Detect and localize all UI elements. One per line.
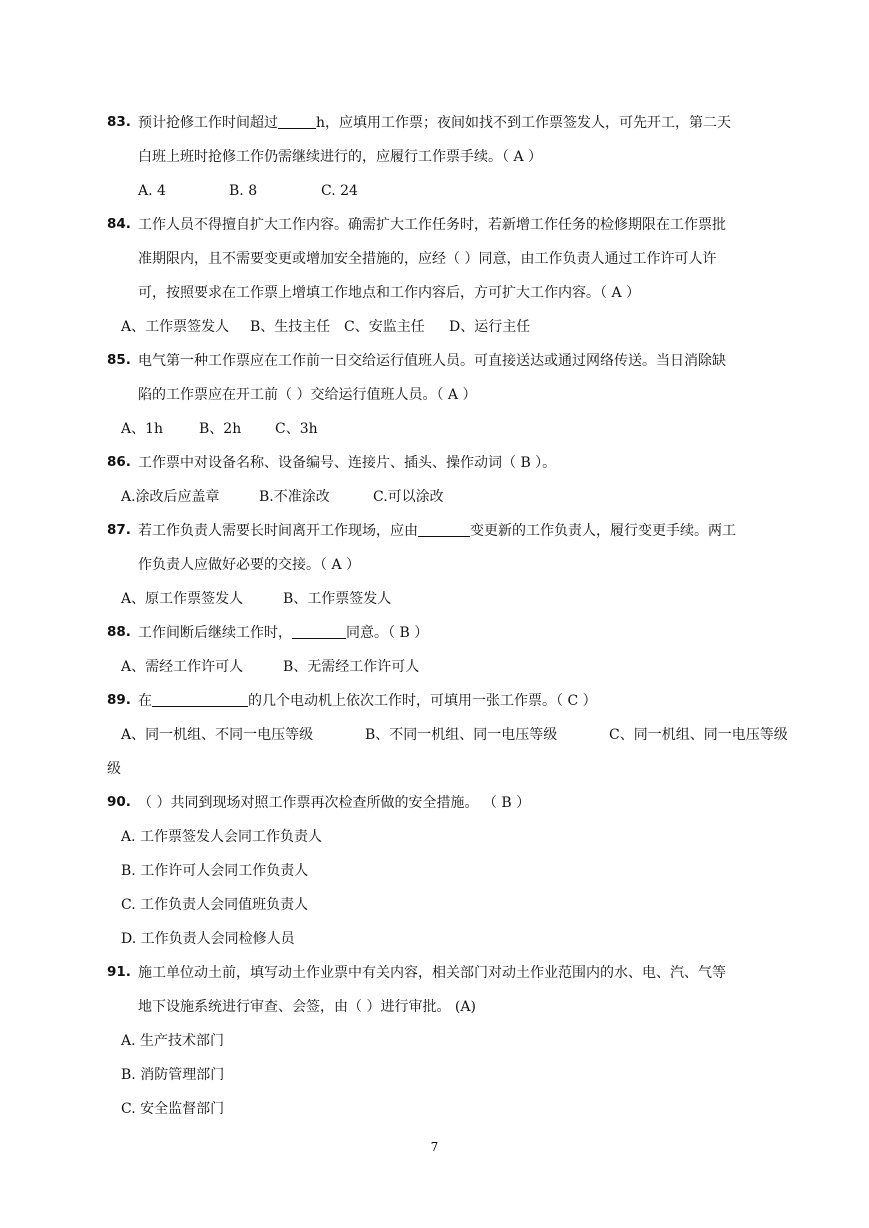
option-c: C、同一机组、同一电压等级 xyxy=(609,727,788,743)
answer-blank xyxy=(278,114,316,129)
question-text: 工作票中对设备名称、设备编号、连接片、插头、操作动词（ B ）。 xyxy=(138,455,557,471)
option-c: C. 24 xyxy=(321,183,358,199)
answer-blank xyxy=(292,624,346,639)
question-number: 85. xyxy=(107,352,131,368)
question-number: 88. xyxy=(107,624,131,640)
option-c: C、3h xyxy=(275,421,318,437)
option-a: A、1h xyxy=(121,421,164,437)
question-number: 84. xyxy=(107,216,131,232)
page-number: 7 xyxy=(430,1140,439,1154)
option-c: C. 安全监督部门 xyxy=(121,1101,225,1117)
question-text: 陷的工作票应在开工前（ ）交给运行值班人员。（ A ） xyxy=(138,387,477,403)
option-b: B.不准涂改 xyxy=(259,489,330,505)
option-a: A、原工作票签发人 xyxy=(121,591,244,607)
option-a: A、需经工作许可人 xyxy=(121,659,244,675)
question-text: 工作间断后继续工作时， 同意。（ B ） xyxy=(138,625,429,641)
question-text: 在 的几个电动机上依次工作时，可填用一张工作票。（ C ） xyxy=(138,693,597,709)
option-b: B、不同一机组、同一电压等级 xyxy=(365,727,558,743)
option-d: D. 工作负责人会同检修人员 xyxy=(121,931,295,947)
option-c: C、安监主任 xyxy=(344,319,425,335)
option-b: B、无需经工作许可人 xyxy=(283,659,420,675)
option-a: A.涂改后应盖章 xyxy=(121,489,220,505)
question-number: 91. xyxy=(107,964,131,980)
option-b: B、工作票签发人 xyxy=(283,591,392,607)
option-c: C.可以涂改 xyxy=(373,489,444,505)
question-text: （ ）共同到现场对照工作票再次检查所做的安全措施。 （ B ） xyxy=(138,795,531,811)
option-b: B、生技主任 xyxy=(250,319,331,335)
option-a: A. 4 xyxy=(138,183,166,199)
question-text: 白班上班时抢修工作仍需继续进行的，应履行工作票手续。（ A ） xyxy=(138,149,543,165)
option-a: A、工作票签发人 xyxy=(121,319,230,335)
question-number: 89. xyxy=(107,692,131,708)
question-text: 若工作负责人需要长时间离开工作现场，应由 变更新的工作负责人，履行变更手续。两工 xyxy=(138,523,736,539)
option-d: D、运行主任 xyxy=(449,319,531,335)
option-a: A. 生产技术部门 xyxy=(121,1033,225,1049)
option-b: B. 消防管理部门 xyxy=(121,1067,225,1083)
option-b: B. 工作许可人会同工作负责人 xyxy=(121,863,309,879)
question-text: 准期限内，且不需要变更或增加安全措施的，应经（ ）同意，由工作负责人通过工作许可人许 xyxy=(138,251,717,267)
question-text: 预计抢修工作时间超过 h，应填用工作票；夜间如找不到工作票签发人，可先开工，第二天 xyxy=(138,115,732,131)
question-number: 83. xyxy=(107,114,131,130)
question-text: 施工单位动土前，填写动土作业票中有关内容，相关部门对动土作业范围内的水、电、汽、气等 xyxy=(138,965,726,981)
question-number: 86. xyxy=(107,454,131,470)
option-a: A、同一机组、不同一电压等级 xyxy=(121,727,314,743)
question-text: 地下设施系统进行审查、会签，由（ ）进行审批。 (A) xyxy=(138,999,476,1015)
answer-blank xyxy=(152,692,248,707)
option-b: B. 8 xyxy=(229,183,258,199)
option-wrap: 级 xyxy=(107,761,121,777)
option-c: C. 工作负责人会同值班负责人 xyxy=(121,897,309,913)
question-text: 作负责人应做好必要的交接。（ A ） xyxy=(138,557,361,573)
question-text: 电气第一种工作票应在工作前一日交给运行值班人员。可直接送达或通过网络传送。当日消除缺 xyxy=(138,353,726,369)
question-text: 工作人员不得擅自扩大工作内容。确需扩大工作任务时，若新增工作任务的检修期限在工作票批 xyxy=(138,217,726,233)
question-number: 87. xyxy=(107,522,131,538)
option-b: B、2h xyxy=(199,421,242,437)
option-a: A. 工作票签发人会同工作负责人 xyxy=(121,829,323,845)
answer-blank xyxy=(418,522,470,537)
question-number: 90. xyxy=(107,794,131,810)
question-text: 可，按照要求在工作票上增填工作地点和工作内容后，方可扩大工作内容。（ A ） xyxy=(138,285,641,301)
